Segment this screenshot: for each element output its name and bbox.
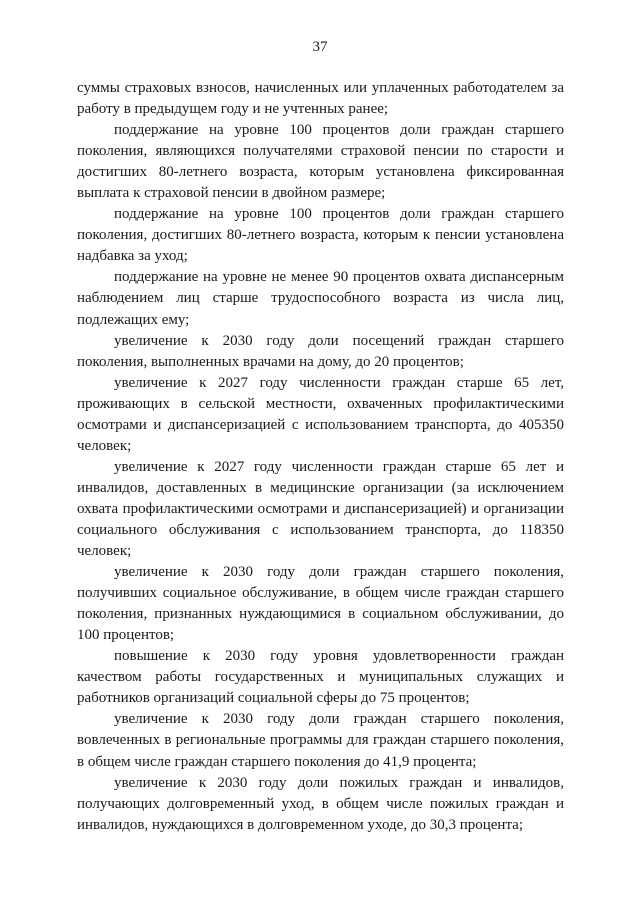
paragraph: суммы страховых взносов, начисленных или уплаченных работодателем за работу в предыдущем году и не учтенных ранее; (77, 80, 564, 118)
paragraph: увеличение к 2030 году доли пожилых граждан и инвалидов, получающих долговременный уход, в общем числе пожилых граждан и инвалидов, нуждающихся в долговременном уходе, до 30,3 процента; (77, 774, 564, 833)
paragraph: поддержание на уровне не менее 90 процентов охвата диспансерным наблюдением лиц старше трудоспособного возраста из числа лиц, подлежащих ему; (77, 269, 564, 328)
paragraph: увеличение к 2027 году численности граждан старше 65 лет и инвалидов, доставленных в медицинские организации (за исключением охвата профилактическими осмотрами и диспансеризацией) и организации социального обслуживания с использованием транспорта, до 118350 человек; (77, 458, 564, 560)
paragraph: поддержание на уровне 100 процентов доли граждан старшего поколения, достигших 80-летнего возраста, которым к пенсии установлена надбавка за уход; (77, 206, 564, 265)
paragraph: увеличение к 2030 году доли посещений граждан старшего поколения, выполненных врачами на дому, до 20 процентов; (77, 332, 564, 370)
page-number: 37 (312, 39, 328, 55)
paragraph: увеличение к 2027 году численности граждан старше 65 лет, проживающих в сельской местности, охваченных профилактическими осмотрами и диспансеризацией с использованием транспорта, до 405350 человек; (77, 374, 564, 454)
paragraph: увеличение к 2030 году доли граждан старшего поколения, вовлеченных в региональные программы для граждан старшего поколения, в общем числе граждан старшего поколения до 41,9 процента; (77, 711, 564, 770)
paragraph: повышение к 2030 году уровня удовлетворенности граждан качеством работы государственных и муниципальных служащих и работников организаций социальной сферы до 75 процентов; (77, 648, 564, 707)
paragraph: увеличение к 2030 году доли граждан старшего поколения, получивших социальное обслуживание, в общем числе граждан старшего поколения, признанных нуждающимися в социальном обслуживании, до 100 процентов; (77, 564, 564, 644)
paragraph: поддержание на уровне 100 процентов доли граждан старшего поколения, являющихся получателями страховой пенсии по старости и достигших 80-летнего возраста, которым установлена фиксированная выплата к страховой пенсии в двойном размере; (77, 122, 564, 202)
document-body (77, 78, 564, 836)
